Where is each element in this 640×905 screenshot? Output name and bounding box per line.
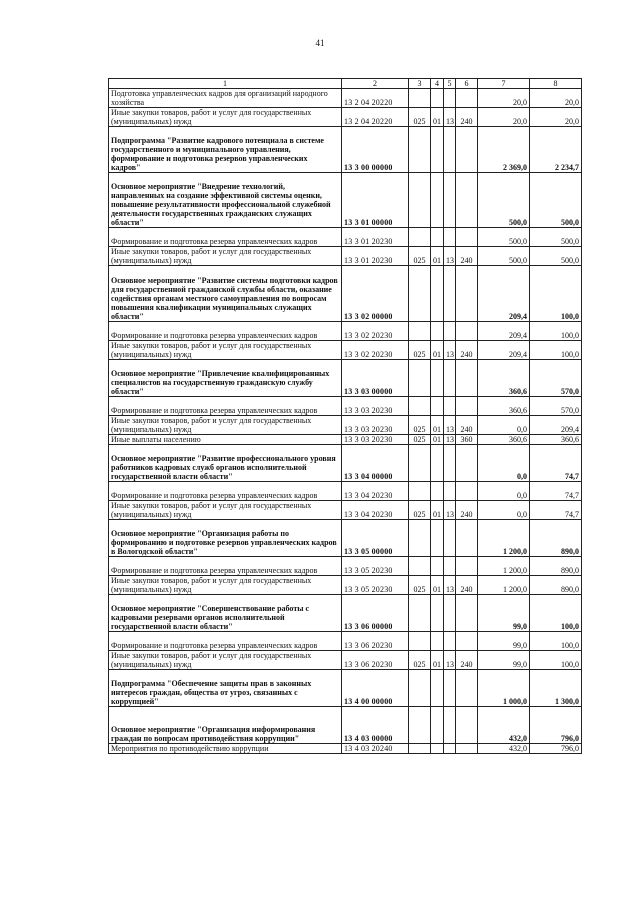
row-csr-code-cell: 13 3 03 20230 <box>342 416 409 435</box>
row-name-cell: Основное мероприятие "Совершенствование работы с кадровыми резервами органов исполнительной государственной власти области" <box>109 595 342 632</box>
row-amount-year1-cell: 1 200,0 <box>478 520 530 557</box>
row-expense-type-cell <box>456 445 478 482</box>
row-name-cell: Мероприятия по противодействию коррупции <box>109 744 342 754</box>
row-amount-year2-cell: 209,4 <box>530 416 582 435</box>
row-section-code-cell <box>431 360 444 397</box>
row-section-code-cell <box>431 266 444 322</box>
row-name-cell: Подпрограмма "Обеспечение защиты прав в законных интересов граждан, общества от угроз, связанных с коррупцией" <box>109 670 342 707</box>
row-expense-type-cell <box>456 173 478 228</box>
row-ministry-code-cell <box>409 482 431 501</box>
row-amount-year2-cell: 100,0 <box>530 322 582 341</box>
row-section-code-cell <box>431 557 444 576</box>
row-ministry-code-cell: 025 <box>409 576 431 595</box>
header-cell: 2 <box>342 79 409 89</box>
row-expense-type-cell <box>456 707 478 744</box>
row-csr-code-cell: 13 3 06 00000 <box>342 595 409 632</box>
row-expense-type-cell: 240 <box>456 576 478 595</box>
row-amount-year1-cell: 0,0 <box>478 416 530 435</box>
row-amount-year1-cell: 99,0 <box>478 651 530 670</box>
row-csr-code-cell: 13 3 04 00000 <box>342 445 409 482</box>
row-ministry-code-cell <box>409 127 431 173</box>
row-name-cell: Иные закупки товаров, работ и услуг для государственных (муниципальных) нужд <box>109 651 342 670</box>
row-amount-year1-cell: 20,0 <box>478 108 530 127</box>
row-name-cell: Иные закупки товаров, работ и услуг для государственных (муниципальных) нужд <box>109 576 342 595</box>
row-amount-year2-cell: 100,0 <box>530 632 582 651</box>
row-ministry-code-cell <box>409 744 431 754</box>
row-csr-code-cell: 13 2 04 20220 <box>342 89 409 108</box>
page-number: 41 <box>315 38 325 48</box>
row-amount-year1-cell: 20,0 <box>478 89 530 108</box>
row-amount-year2-cell: 20,0 <box>530 89 582 108</box>
row-amount-year1-cell: 209,4 <box>478 341 530 360</box>
row-section-code-cell <box>431 520 444 557</box>
row-amount-year1-cell: 500,0 <box>478 173 530 228</box>
row-amount-year1-cell: 432,0 <box>478 744 530 754</box>
table-row <box>109 576 582 595</box>
row-csr-code-cell: 13 3 03 00000 <box>342 360 409 397</box>
row-csr-code-cell: 13 3 05 00000 <box>342 520 409 557</box>
table-row <box>109 322 582 341</box>
table-row <box>109 520 582 557</box>
row-subsection-code-cell <box>444 445 456 482</box>
row-amount-year1-cell: 99,0 <box>478 632 530 651</box>
row-amount-year2-cell: 100,0 <box>530 341 582 360</box>
row-subsection-code-cell <box>444 520 456 557</box>
budget-table <box>108 78 582 754</box>
row-subsection-code-cell <box>444 89 456 108</box>
row-subsection-code-cell <box>444 744 456 754</box>
table-header-row <box>109 79 582 89</box>
row-ministry-code-cell <box>409 707 431 744</box>
row-name-cell: Основное мероприятие "Внедрение технологий, направленных на создание эффективной системы оценки, повышение результативности профессиональной служебной деятельности государственных гражданских служащих области" <box>109 173 342 228</box>
row-csr-code-cell: 13 3 02 20230 <box>342 322 409 341</box>
row-section-code-cell <box>431 744 444 754</box>
row-name-cell: Формирование и подготовка резерва управленческих кадров <box>109 557 342 576</box>
row-subsection-code-cell: 13 <box>444 435 456 445</box>
row-subsection-code-cell <box>444 360 456 397</box>
row-name-cell: Формирование и подготовка резерва управленческих кадров <box>109 228 342 247</box>
row-amount-year1-cell: 500,0 <box>478 228 530 247</box>
row-csr-code-cell: 13 3 01 20230 <box>342 228 409 247</box>
row-ministry-code-cell <box>409 632 431 651</box>
header-cell: 1 <box>109 79 342 89</box>
table-row <box>109 228 582 247</box>
row-amount-year2-cell: 500,0 <box>530 247 582 266</box>
row-name-cell: Иные закупки товаров, работ и услуг для государственных (муниципальных) нужд <box>109 416 342 435</box>
table-row <box>109 416 582 435</box>
row-subsection-code-cell: 13 <box>444 501 456 520</box>
row-name-cell: Иные закупки товаров, работ и услуг для государственных (муниципальных) нужд <box>109 501 342 520</box>
row-ministry-code-cell <box>409 397 431 416</box>
row-ministry-code-cell: 025 <box>409 501 431 520</box>
row-name-cell: Основное мероприятие "Развитие системы подготовки кадров для государственной гражданской службы области, оказание содействия органам местного самоуправления по вопросам повышения квалификации муниципальных служащих области" <box>109 266 342 322</box>
row-ministry-code-cell: 025 <box>409 416 431 435</box>
row-section-code-cell <box>431 482 444 501</box>
row-csr-code-cell: 13 4 03 00000 <box>342 707 409 744</box>
row-amount-year2-cell: 74,7 <box>530 501 582 520</box>
row-csr-code-cell: 13 2 04 20220 <box>342 108 409 127</box>
row-ministry-code-cell <box>409 89 431 108</box>
row-ministry-code-cell <box>409 595 431 632</box>
row-csr-code-cell: 13 4 03 20240 <box>342 744 409 754</box>
row-expense-type-cell: 240 <box>456 416 478 435</box>
row-csr-code-cell: 13 3 04 20230 <box>342 501 409 520</box>
row-subsection-code-cell <box>444 266 456 322</box>
row-amount-year2-cell: 74,7 <box>530 482 582 501</box>
row-amount-year1-cell: 360,6 <box>478 360 530 397</box>
row-amount-year2-cell: 100,0 <box>530 266 582 322</box>
row-name-cell: Иные закупки товаров, работ и услуг для государственных (муниципальных) нужд <box>109 341 342 360</box>
header-cell: 7 <box>478 79 530 89</box>
row-subsection-code-cell: 13 <box>444 108 456 127</box>
row-csr-code-cell: 13 3 01 00000 <box>342 173 409 228</box>
row-subsection-code-cell <box>444 595 456 632</box>
row-amount-year1-cell: 0,0 <box>478 501 530 520</box>
row-subsection-code-cell <box>444 707 456 744</box>
row-amount-year1-cell: 209,4 <box>478 322 530 341</box>
row-expense-type-cell <box>456 520 478 557</box>
row-subsection-code-cell <box>444 482 456 501</box>
row-name-cell: Формирование и подготовка резерва управленческих кадров <box>109 632 342 651</box>
row-expense-type-cell <box>456 397 478 416</box>
row-amount-year1-cell: 1 200,0 <box>478 576 530 595</box>
row-section-code-cell <box>431 632 444 651</box>
row-subsection-code-cell: 13 <box>444 576 456 595</box>
table-row <box>109 127 582 173</box>
row-csr-code-cell: 13 3 05 20230 <box>342 576 409 595</box>
row-amount-year2-cell: 74,7 <box>530 445 582 482</box>
row-subsection-code-cell <box>444 228 456 247</box>
row-amount-year2-cell: 890,0 <box>530 557 582 576</box>
row-subsection-code-cell <box>444 127 456 173</box>
header-cell: 3 <box>409 79 431 89</box>
row-amount-year1-cell: 360,6 <box>478 435 530 445</box>
header-cell: 4 <box>431 79 444 89</box>
row-expense-type-cell <box>456 266 478 322</box>
row-amount-year2-cell: 890,0 <box>530 520 582 557</box>
row-expense-type-cell <box>456 595 478 632</box>
row-amount-year2-cell: 2 234,7 <box>530 127 582 173</box>
table-row <box>109 341 582 360</box>
row-expense-type-cell <box>456 360 478 397</box>
row-section-code-cell <box>431 322 444 341</box>
row-expense-type-cell <box>456 89 478 108</box>
row-csr-code-cell: 13 3 01 20230 <box>342 247 409 266</box>
table-row <box>109 557 582 576</box>
header-cell: 6 <box>456 79 478 89</box>
row-expense-type-cell: 240 <box>456 247 478 266</box>
row-amount-year1-cell: 432,0 <box>478 707 530 744</box>
row-expense-type-cell <box>456 557 478 576</box>
row-ministry-code-cell <box>409 670 431 707</box>
row-expense-type-cell: 360 <box>456 435 478 445</box>
row-amount-year1-cell: 0,0 <box>478 445 530 482</box>
row-amount-year2-cell: 570,0 <box>530 397 582 416</box>
row-section-code-cell: 01 <box>431 247 444 266</box>
row-csr-code-cell: 13 3 02 20230 <box>342 341 409 360</box>
row-ministry-code-cell <box>409 266 431 322</box>
row-expense-type-cell <box>456 632 478 651</box>
table-row <box>109 707 582 744</box>
row-name-cell: Формирование и подготовка резерва управленческих кадров <box>109 397 342 416</box>
row-section-code-cell: 01 <box>431 435 444 445</box>
row-ministry-code-cell: 025 <box>409 247 431 266</box>
row-name-cell: Формирование и подготовка резерва управленческих кадров <box>109 482 342 501</box>
row-subsection-code-cell <box>444 670 456 707</box>
row-section-code-cell: 01 <box>431 416 444 435</box>
row-ministry-code-cell: 025 <box>409 108 431 127</box>
row-section-code-cell <box>431 228 444 247</box>
row-expense-type-cell <box>456 127 478 173</box>
row-section-code-cell <box>431 397 444 416</box>
row-expense-type-cell: 240 <box>456 651 478 670</box>
row-ministry-code-cell <box>409 557 431 576</box>
row-name-cell: Иные закупки товаров, работ и услуг для государственных (муниципальных) нужд <box>109 247 342 266</box>
table-row <box>109 670 582 707</box>
row-subsection-code-cell <box>444 173 456 228</box>
row-amount-year1-cell: 2 369,0 <box>478 127 530 173</box>
table-row <box>109 595 582 632</box>
row-name-cell: Основное мероприятие "Организация информирования граждан по вопросам противодействия коррупции" <box>109 707 342 744</box>
row-expense-type-cell <box>456 744 478 754</box>
row-section-code-cell: 01 <box>431 108 444 127</box>
row-ministry-code-cell: 025 <box>409 651 431 670</box>
table-row <box>109 501 582 520</box>
row-section-code-cell <box>431 89 444 108</box>
row-ministry-code-cell <box>409 445 431 482</box>
row-amount-year2-cell: 100,0 <box>530 651 582 670</box>
row-subsection-code-cell <box>444 322 456 341</box>
row-ministry-code-cell: 025 <box>409 435 431 445</box>
row-expense-type-cell <box>456 670 478 707</box>
row-section-code-cell <box>431 127 444 173</box>
row-expense-type-cell <box>456 322 478 341</box>
row-csr-code-cell: 13 3 04 20230 <box>342 482 409 501</box>
row-section-code-cell <box>431 707 444 744</box>
row-amount-year2-cell: 796,0 <box>530 744 582 754</box>
row-name-cell: Иные выплаты населению <box>109 435 342 445</box>
row-amount-year1-cell: 1 200,0 <box>478 557 530 576</box>
row-amount-year1-cell: 209,4 <box>478 266 530 322</box>
row-subsection-code-cell: 13 <box>444 416 456 435</box>
row-subsection-code-cell: 13 <box>444 651 456 670</box>
row-name-cell: Иные закупки товаров, работ и услуг для государственных (муниципальных) нужд <box>109 108 342 127</box>
row-csr-code-cell: 13 3 02 00000 <box>342 266 409 322</box>
table-row <box>109 744 582 754</box>
row-section-code-cell <box>431 173 444 228</box>
table-row <box>109 445 582 482</box>
row-csr-code-cell: 13 3 06 20230 <box>342 651 409 670</box>
row-amount-year1-cell: 500,0 <box>478 247 530 266</box>
row-ministry-code-cell <box>409 520 431 557</box>
row-amount-year1-cell: 99,0 <box>478 595 530 632</box>
row-section-code-cell <box>431 595 444 632</box>
row-csr-code-cell: 13 3 05 20230 <box>342 557 409 576</box>
row-ministry-code-cell <box>409 360 431 397</box>
row-amount-year2-cell: 570,0 <box>530 360 582 397</box>
row-amount-year2-cell: 1 300,0 <box>530 670 582 707</box>
row-name-cell: Подпрограмма "Развитие кадрового потенциала в системе государственного и муниципального управления, формирование и подготовка резервов управленческих кадров" <box>109 127 342 173</box>
table-row <box>109 360 582 397</box>
row-name-cell: Формирование и подготовка резерва управленческих кадров <box>109 322 342 341</box>
row-name-cell: Основное мероприятие "Организация работы по формированию и подготовке резервов управленческих кадров в Вологодской области" <box>109 520 342 557</box>
row-expense-type-cell <box>456 482 478 501</box>
table-row <box>109 89 582 108</box>
row-subsection-code-cell <box>444 397 456 416</box>
table-row <box>109 632 582 651</box>
row-name-cell: Основное мероприятие "Привлечение квалифицированных специалистов на государственную гражданскую службу области" <box>109 360 342 397</box>
row-name-cell: Основное мероприятие "Развитие профессионального уровня работников кадровых служб органов исполнительной государственной власти области" <box>109 445 342 482</box>
row-expense-type-cell <box>456 228 478 247</box>
row-subsection-code-cell <box>444 632 456 651</box>
row-amount-year2-cell: 100,0 <box>530 595 582 632</box>
row-section-code-cell: 01 <box>431 576 444 595</box>
row-csr-code-cell: 13 3 03 20230 <box>342 435 409 445</box>
row-section-code-cell: 01 <box>431 501 444 520</box>
row-subsection-code-cell: 13 <box>444 247 456 266</box>
table-row <box>109 173 582 228</box>
row-ministry-code-cell: 025 <box>409 341 431 360</box>
row-amount-year2-cell: 890,0 <box>530 576 582 595</box>
row-csr-code-cell: 13 3 03 20230 <box>342 397 409 416</box>
header-cell: 5 <box>444 79 456 89</box>
row-csr-code-cell: 13 3 00 00000 <box>342 127 409 173</box>
row-csr-code-cell: 13 4 00 00000 <box>342 670 409 707</box>
row-amount-year1-cell: 1 000,0 <box>478 670 530 707</box>
row-amount-year2-cell: 796,0 <box>530 707 582 744</box>
table-row <box>109 435 582 445</box>
row-subsection-code-cell <box>444 557 456 576</box>
row-amount-year2-cell: 500,0 <box>530 173 582 228</box>
row-name-cell: Подготовка управленческих кадров для организаций народного хозяйства <box>109 89 342 108</box>
row-amount-year1-cell: 0,0 <box>478 482 530 501</box>
row-section-code-cell: 01 <box>431 651 444 670</box>
header-cell: 8 <box>530 79 582 89</box>
table-row <box>109 247 582 266</box>
table-row <box>109 651 582 670</box>
row-expense-type-cell: 240 <box>456 108 478 127</box>
table-row <box>109 266 582 322</box>
row-section-code-cell: 01 <box>431 341 444 360</box>
row-csr-code-cell: 13 3 06 20230 <box>342 632 409 651</box>
row-expense-type-cell: 240 <box>456 501 478 520</box>
row-subsection-code-cell: 13 <box>444 341 456 360</box>
table-row <box>109 482 582 501</box>
row-section-code-cell <box>431 445 444 482</box>
table-row <box>109 108 582 127</box>
row-ministry-code-cell <box>409 322 431 341</box>
row-amount-year2-cell: 500,0 <box>530 228 582 247</box>
table-row <box>109 397 582 416</box>
row-section-code-cell <box>431 670 444 707</box>
row-amount-year2-cell: 360,6 <box>530 435 582 445</box>
row-amount-year2-cell: 20,0 <box>530 108 582 127</box>
row-ministry-code-cell <box>409 173 431 228</box>
row-expense-type-cell: 240 <box>456 341 478 360</box>
row-ministry-code-cell <box>409 228 431 247</box>
row-amount-year1-cell: 360,6 <box>478 397 530 416</box>
